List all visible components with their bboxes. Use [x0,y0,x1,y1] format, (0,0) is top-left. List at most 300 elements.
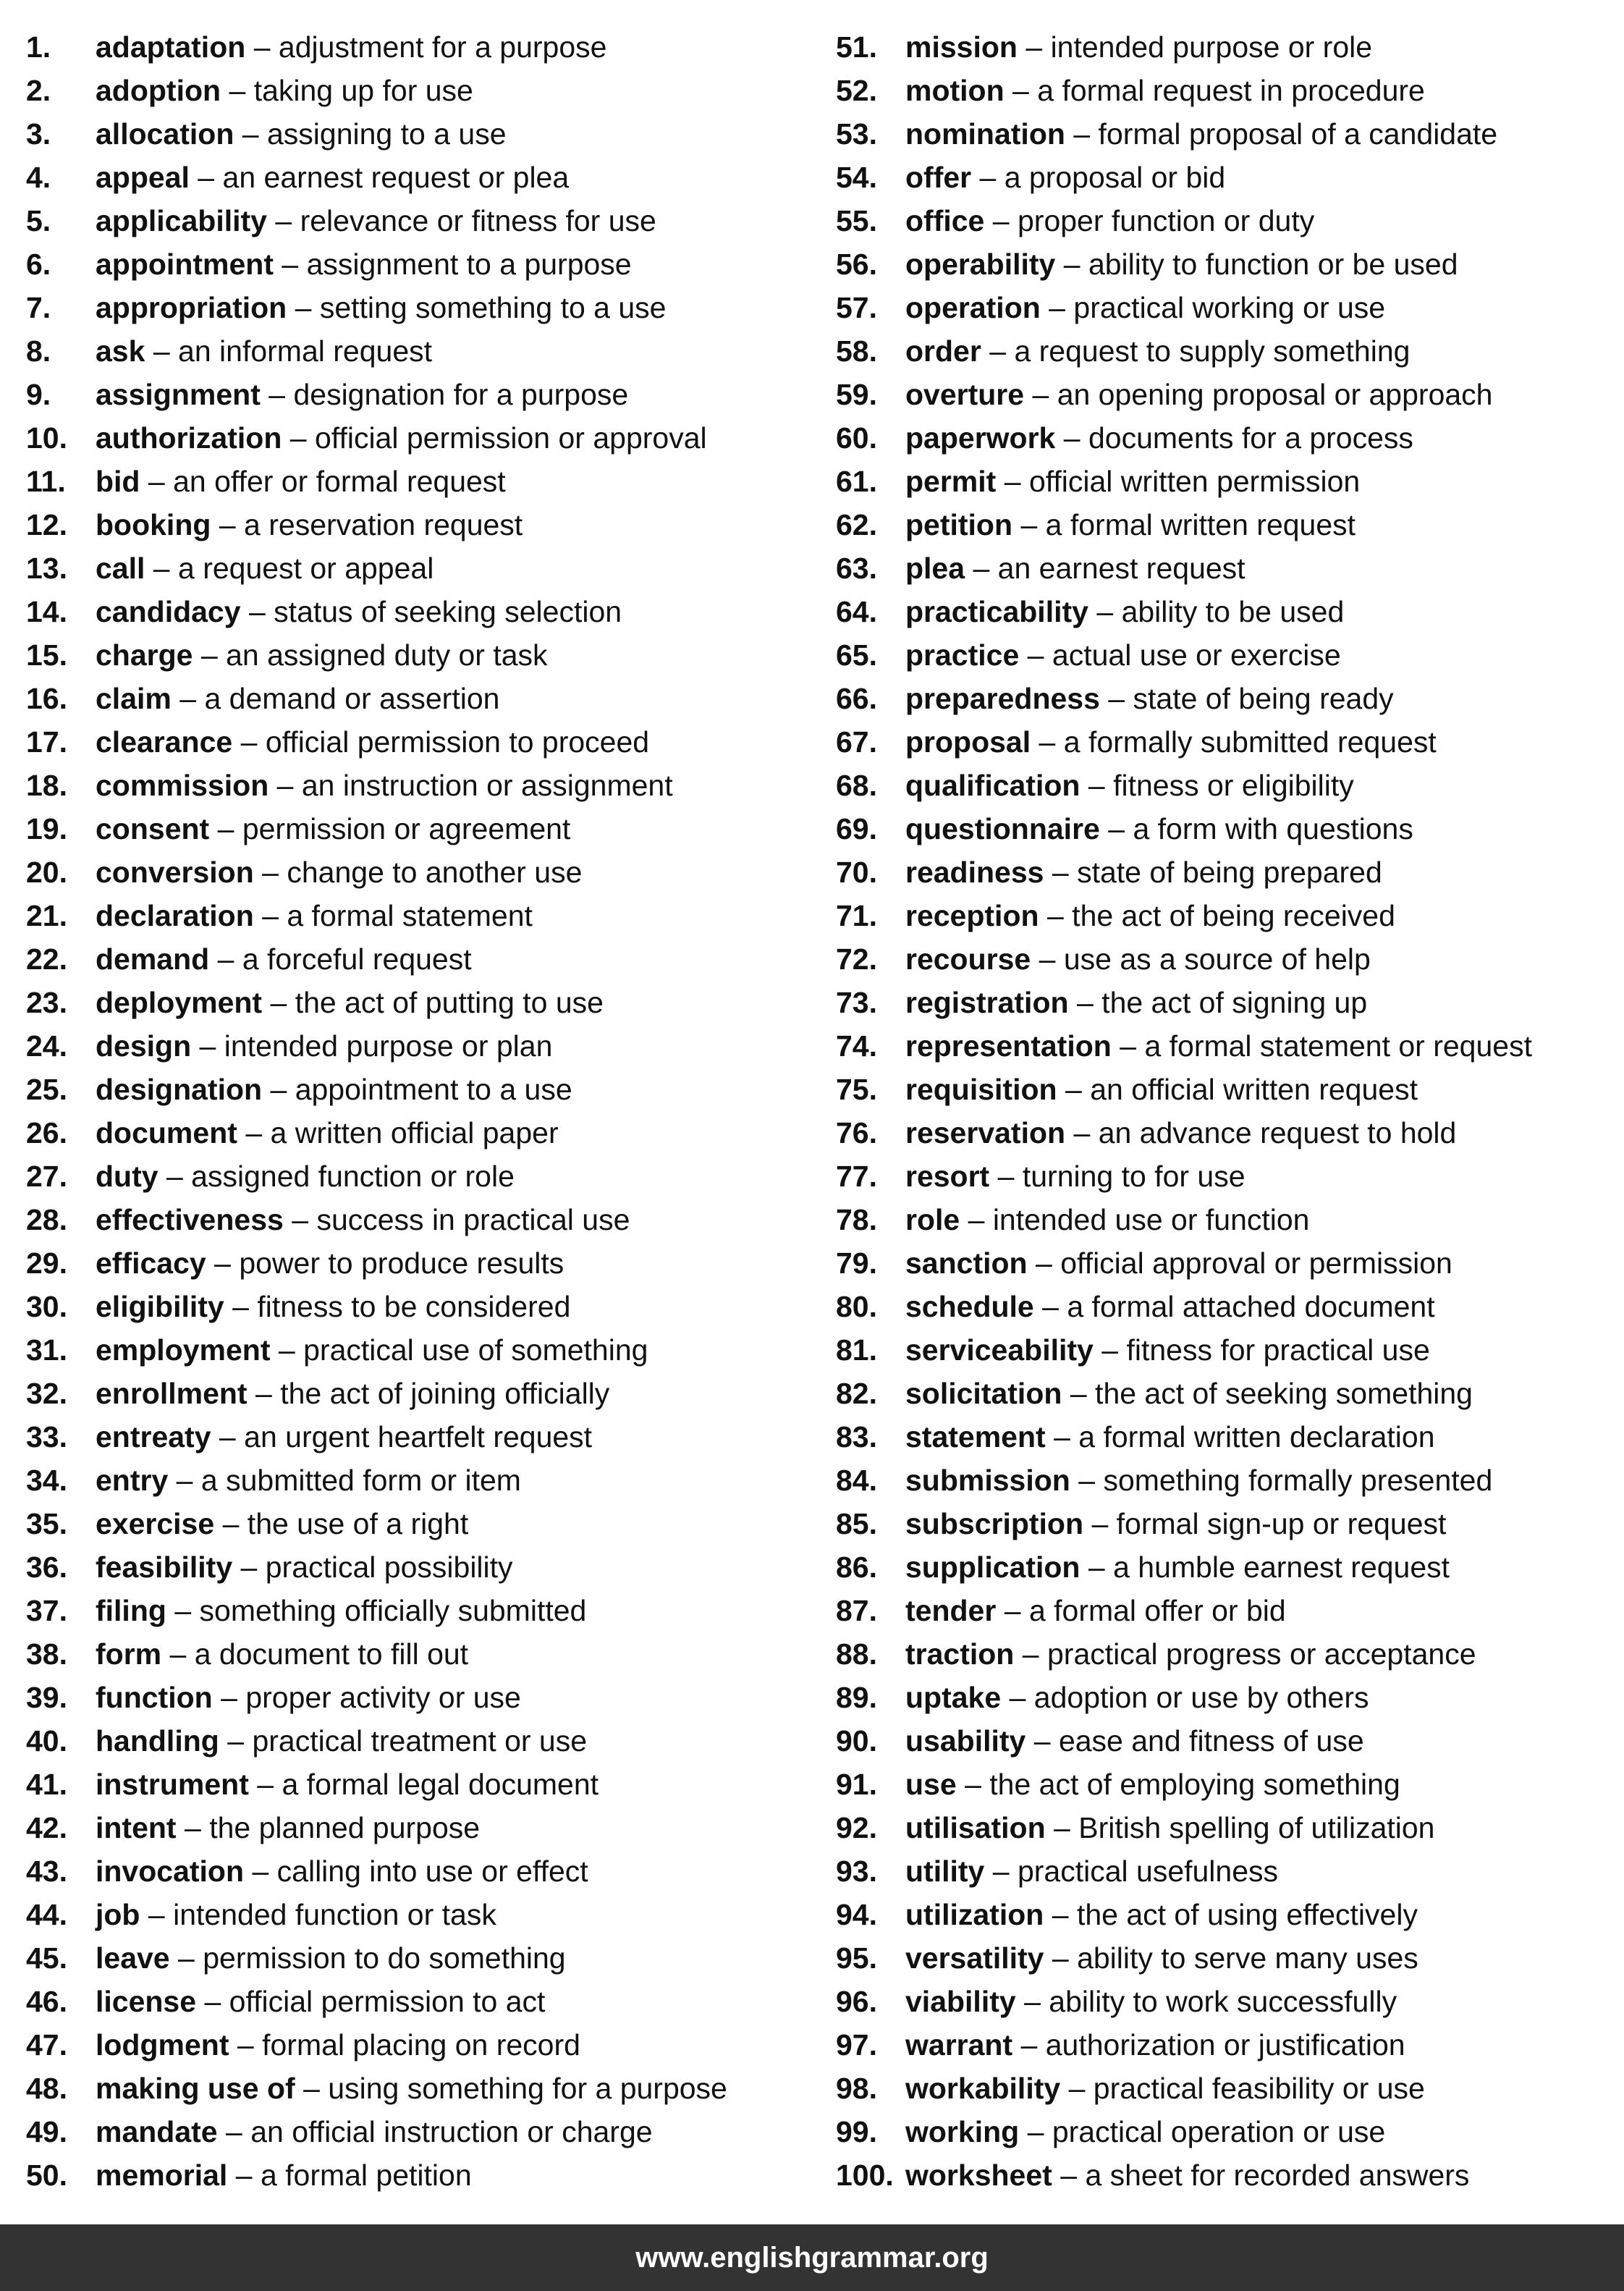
list-item [836,1545,1617,1589]
item-word: worksheet [905,2159,1052,2192]
item-number: 13. [26,552,67,585]
item-separator: – [1004,465,1021,498]
item-separator: – [1022,1637,1039,1671]
item-number: 46. [26,1985,67,2018]
item-number: 54. [836,161,877,194]
item-number: 48. [26,2072,67,2105]
item-separator: – [270,1073,287,1106]
item-definition: use as a source of help [1063,942,1371,976]
item-separator: – [199,1029,216,1063]
item-number: 31. [26,1333,67,1367]
list-item [836,1676,1617,1719]
item-number: 18. [26,769,67,802]
list-item [26,633,822,677]
item-word: workability [905,2072,1061,2105]
item-number: 24. [26,1029,67,1063]
item-definition: a formal written request [1045,508,1356,541]
list-item [26,242,822,286]
item-separator: – [217,942,234,976]
item-definition: official permission or approval [315,421,707,455]
item-word: invocation [96,1855,245,1888]
list-item [26,2110,822,2153]
item-separator: – [262,899,279,932]
item-separator: – [1012,74,1029,107]
list-item [26,981,822,1024]
item-number: 71. [836,899,877,932]
item-word: motion [905,74,1005,107]
list-item [26,112,822,156]
item-definition: a reservation request [244,508,523,541]
item-word: supplication [905,1550,1080,1584]
item-number: 51. [836,30,877,64]
item-definition: British spelling of utilization [1078,1811,1435,1844]
item-number: 10. [26,421,67,455]
item-number: 47. [26,2028,67,2062]
item-definition: using something for a purpose [328,2072,727,2105]
item-separator: – [221,1681,237,1714]
item-definition: official permission to proceed [265,725,650,759]
item-definition: fitness for practical use [1126,1333,1430,1367]
item-word: enrollment [96,1377,248,1410]
item-definition: fitness or eligibility [1113,769,1354,802]
list-item [26,1632,822,1676]
list-item [836,1849,1617,1893]
item-word: requisition [905,1073,1057,1106]
item-number: 45. [26,1941,67,1975]
list-item [836,242,1617,286]
list-item [26,547,822,590]
item-word: order [905,334,981,368]
list-item [26,1111,822,1155]
item-number: 5. [26,204,51,237]
item-separator: – [1027,2115,1044,2148]
item-definition: ability to be used [1121,595,1345,628]
item-separator: – [276,769,294,802]
item-separator: – [275,204,292,237]
item-separator: – [219,508,236,541]
item-definition: a formal request in procedure [1037,74,1425,107]
item-number: 52. [836,74,877,107]
item-definition: practical treatment or use [252,1724,588,1758]
item-definition: a written official paper [270,1116,559,1149]
list-item [26,25,822,69]
item-definition: a document to fill out [194,1637,469,1671]
item-number: 87. [836,1594,877,1627]
item-separator: – [153,334,170,368]
item-number: 70. [836,856,877,889]
item-separator: – [295,291,312,324]
item-number: 84. [836,1464,877,1497]
item-word: traction [905,1637,1015,1671]
item-number: 79. [836,1246,877,1280]
item-word: leave [96,1941,170,1975]
item-word: office [905,204,985,237]
item-definition: a formal written declaration [1078,1420,1435,1454]
item-definition: the act of seeking something [1095,1377,1473,1410]
item-separator: – [282,248,299,281]
item-number: 59. [836,378,877,411]
item-separator: – [222,1507,240,1540]
item-separator: – [148,1898,165,1931]
list-item [26,373,822,416]
item-separator: – [245,1116,263,1149]
item-definition: assigned function or role [191,1160,515,1193]
item-separator: – [989,334,1007,368]
item-word: document [96,1116,237,1149]
item-separator: – [292,1203,309,1236]
list-item [836,1719,1617,1763]
item-number: 32. [26,1377,67,1410]
item-number: 1. [26,30,51,64]
item-separator: – [148,465,165,498]
item-word: entreaty [96,1420,211,1454]
item-word: duty [96,1160,158,1193]
item-separator: – [1120,1029,1137,1063]
item-number: 77. [836,1160,877,1193]
item-separator: – [1060,2159,1078,2192]
list-item [26,1849,822,1893]
item-separator: – [1063,421,1080,455]
item-word: declaration [96,899,254,932]
list-item [836,2153,1617,2197]
item-separator: – [1065,1073,1082,1106]
item-word: utility [905,1855,985,1888]
item-definition: practical use of something [303,1333,648,1367]
item-word: appointment [96,248,274,281]
list-item [836,1502,1617,1545]
word-list-column-right [836,25,1617,2197]
item-separator: – [973,552,990,585]
item-definition: setting something to a use [319,291,667,324]
item-number: 7. [26,291,51,324]
item-separator: – [992,1855,1010,1888]
list-item [26,1155,822,1198]
list-item [836,69,1617,112]
item-number: 89. [836,1681,877,1714]
item-number: 33. [26,1420,67,1454]
item-separator: – [979,161,997,194]
item-separator: – [200,638,218,672]
item-number: 58. [836,334,877,368]
list-item [836,1632,1617,1676]
item-separator: – [226,2115,242,2148]
item-definition: a sheet for recorded answers [1085,2159,1470,2192]
list-item [836,2110,1617,2153]
item-word: qualification [905,769,1080,802]
item-definition: practical working or use [1073,291,1386,324]
item-separator: – [257,1768,274,1801]
item-number: 55. [836,204,877,237]
list-item [836,199,1617,242]
item-word: statement [905,1420,1046,1454]
item-word: resort [905,1160,990,1193]
item-number: 67. [836,725,877,759]
item-word: commission [96,769,269,802]
item-word: warrant [905,2028,1013,2062]
item-separator: – [303,2072,320,2105]
item-word: representation [905,1029,1112,1063]
item-separator: – [227,1724,245,1758]
item-number: 22. [26,942,67,976]
item-word: memorial [96,2159,228,2192]
list-item [836,1589,1617,1632]
item-word: role [905,1203,960,1236]
item-word: practicability [905,595,1088,628]
list-item [836,2067,1617,2110]
list-item [836,633,1617,677]
item-separator: – [1033,1724,1051,1758]
item-definition: a formal offer or bid [1028,1594,1286,1627]
item-word: tender [905,1594,997,1627]
item-word: reservation [905,1116,1066,1149]
item-word: booking [96,508,211,541]
item-word: petition [905,508,1013,541]
item-word: overture [905,378,1025,411]
item-word: function [96,1681,213,1714]
list-item [836,1241,1617,1285]
item-definition: assignment to a purpose [306,248,632,281]
item-number: 91. [836,1768,877,1801]
item-definition: practical feasibility or use [1093,2072,1425,2105]
item-word: handling [96,1724,219,1758]
item-definition: the planned purpose [209,1811,481,1844]
item-number: 69. [836,812,877,845]
list-item [26,1285,822,1328]
item-number: 50. [26,2159,67,2192]
item-word: mission [905,30,1018,64]
item-number: 98. [836,2072,877,2105]
item-word: call [96,552,145,585]
item-word: paperwork [905,421,1056,455]
item-definition: official written permission [1028,465,1361,498]
item-number: 63. [836,552,877,585]
item-definition: formal proposal of a candidate [1098,117,1498,151]
item-separator: – [1073,1116,1091,1149]
item-number: 34. [26,1464,67,1497]
item-number: 80. [836,1290,877,1323]
item-word: adoption [96,74,221,107]
item-number: 29. [26,1246,67,1280]
item-word: operation [905,291,1041,324]
item-definition: permission to do something [203,1941,566,1975]
item-number: 82. [836,1377,877,1410]
item-word: use [905,1768,957,1801]
item-definition: turning to for use [1022,1160,1246,1193]
item-number: 60. [836,421,877,455]
list-item [836,981,1617,1024]
item-word: questionnaire [905,812,1100,845]
item-number: 11. [26,465,66,498]
item-word: serviceability [905,1333,1094,1367]
item-separator: – [1078,1464,1096,1497]
item-word: exercise [96,1507,215,1540]
item-number: 39. [26,1681,67,1714]
item-separator: – [214,1246,231,1280]
item-definition: an earnest request or plea [222,161,570,194]
item-number: 14. [26,595,67,628]
item-definition: relevance or fitness for use [300,204,656,237]
item-separator: – [178,1941,195,1975]
list-item [836,373,1617,416]
item-definition: the act of signing up [1101,986,1368,1019]
item-number: 61. [836,465,877,498]
item-definition: assigning to a use [267,117,507,151]
item-number: 88. [836,1637,877,1671]
item-definition: appointment to a use [295,1073,572,1106]
item-number: 56. [836,248,877,281]
item-separator: – [965,1768,981,1801]
item-word: intent [96,1811,177,1844]
item-separator: – [1052,856,1069,889]
item-word: plea [905,552,965,585]
list-item [26,937,822,981]
list-item [836,1980,1617,2023]
item-number: 28. [26,1203,67,1236]
item-word: utilization [905,1898,1044,1931]
item-separator: – [1052,1898,1069,1931]
item-definition: state of being prepared [1077,856,1382,889]
item-definition: a form with questions [1133,812,1413,845]
item-definition: a formal attached document [1067,1290,1435,1323]
list-item [26,1980,822,2023]
list-item [26,2153,822,2197]
item-number: 86. [836,1550,877,1584]
item-word: feasibility [96,1550,233,1584]
item-definition: a proposal or bid [1004,161,1226,194]
item-separator: – [268,378,286,411]
item-separator: – [1004,1594,1021,1627]
item-word: bid [96,465,140,498]
item-definition: something formally presented [1103,1464,1493,1497]
list-item [836,1763,1617,1806]
item-separator: – [1054,1811,1070,1844]
item-definition: an earnest request [997,552,1246,585]
list-item [836,286,1617,329]
item-word: demand [96,942,210,976]
item-separator: – [229,74,246,107]
item-definition: the act of joining officially [280,1377,610,1410]
item-word: appropriation [96,291,287,324]
item-number: 40. [26,1724,67,1758]
item-number: 81. [836,1333,877,1367]
item-number: 26. [26,1116,67,1149]
item-separator: – [174,1594,192,1627]
item-number: 72. [836,942,877,976]
item-separator: – [270,986,287,1019]
item-separator: – [1088,769,1105,802]
list-item [836,1068,1617,1111]
item-separator: – [240,1550,258,1584]
list-item [26,503,822,547]
item-definition: a formally submitted request [1063,725,1437,759]
item-separator: – [997,1160,1015,1193]
item-definition: an urgent heartfelt request [244,1420,593,1454]
item-separator: – [1088,1550,1105,1584]
item-word: offer [905,161,972,194]
item-definition: a formal statement or request [1144,1029,1532,1063]
item-number: 21. [26,899,67,932]
list-item [26,1198,822,1241]
item-definition: intended purpose or plan [224,1029,553,1063]
item-definition: a submitted form or item [200,1464,521,1497]
item-word: eligibility [96,1290,224,1323]
item-number: 3. [26,117,51,151]
item-separator: – [204,1985,221,2018]
list-item [26,1719,822,1763]
item-word: allocation [96,117,234,151]
item-number: 8. [26,334,51,368]
item-definition: an advance request to hold [1098,1116,1457,1149]
item-word: subscription [905,1507,1084,1540]
item-separator: – [1108,812,1125,845]
item-definition: formal placing on record [262,2028,580,2062]
list-item [836,329,1617,373]
item-definition: official approval or permission [1060,1246,1452,1280]
item-separator: – [1039,942,1056,976]
item-word: effectiveness [96,1203,284,1236]
item-definition: formal sign-up or request [1116,1507,1447,1540]
item-separator: – [1042,1290,1059,1323]
item-number: 76. [836,1116,877,1149]
item-number: 4. [26,161,51,194]
item-word: ask [96,334,145,368]
item-separator: – [1068,2072,1086,2105]
list-item [26,590,822,633]
item-separator: – [1020,2028,1038,2062]
item-separator: – [1039,725,1056,759]
list-item [26,1806,822,1849]
item-word: designation [96,1073,263,1106]
item-word: practice [905,638,1020,672]
item-definition: power to produce results [239,1246,564,1280]
item-number: 68. [836,769,877,802]
item-separator: – [992,204,1010,237]
item-word: authorization [96,421,282,455]
item-separator: – [1108,682,1125,715]
item-number: 36. [26,1550,67,1584]
list-item [26,329,822,373]
item-separator: – [1027,638,1044,672]
item-definition: ability to function or be used [1088,248,1458,281]
list-item [836,937,1617,981]
item-word: job [96,1898,140,1931]
list-item [26,156,822,199]
item-separator: – [1096,595,1114,628]
item-separator: – [1009,1681,1026,1714]
item-number: 25. [26,1073,67,1106]
item-word: operability [905,248,1056,281]
item-word: charge [96,638,193,672]
list-item [836,1415,1617,1459]
item-word: consent [96,812,210,845]
item-number: 12. [26,508,67,541]
item-number: 38. [26,1637,67,1671]
footer-website: www.englishgrammar.org [635,2241,989,2274]
item-word: submission [905,1464,1070,1497]
item-definition: intended function or task [173,1898,496,1931]
item-definition: a forceful request [242,942,472,976]
item-word: reception [905,899,1039,932]
item-definition: success in practical use [316,1203,630,1236]
list-item [836,2023,1617,2067]
item-definition: an assigned duty or task [226,638,548,672]
footer-bar [0,2224,1624,2291]
item-word: clearance [96,725,233,759]
item-separator: – [242,117,259,151]
item-separator: – [1049,291,1066,324]
list-item [26,1459,822,1502]
list-item [26,1936,822,1980]
